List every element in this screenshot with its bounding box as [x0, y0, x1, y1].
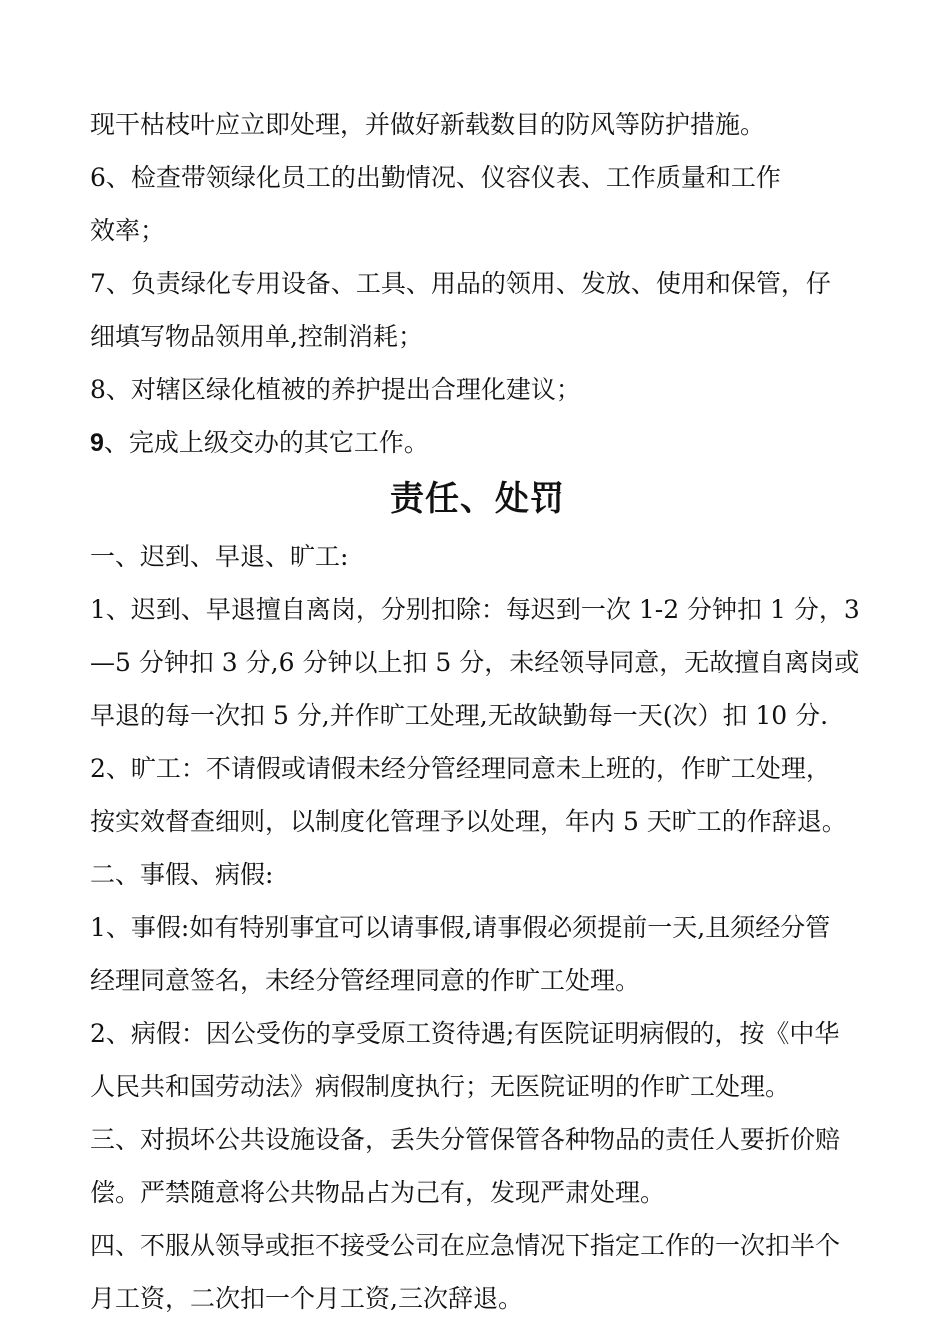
- section-2-para-2-line-1: 2、病假：因公受伤的享受原工资待遇;有医院证明病假的，按《中华: [90, 1019, 840, 1048]
- section-4-line-1: 四、不服从领导或拒不接受公司在应急情况下指定工作的一次扣半个: [90, 1231, 841, 1260]
- section-title: 责任、处罚: [390, 479, 565, 519]
- section-2-para-1-line-1: 1、事假:如有特别事宜可以请事假,请事假必须提前一天,且须经分管: [90, 913, 831, 942]
- section-1-para-1-line-3: 早退的每一次扣 5 分,并作旷工处理,无故缺勤每一天(次）扣 10 分.: [90, 701, 829, 730]
- item-9-number: 9: [90, 429, 104, 457]
- section-3-line-2: 偿。严禁随意将公共物品占为己有，发现严肃处理。: [90, 1178, 666, 1207]
- section-4-line-2: 月工资，二次扣一个月工资,三次辞退。: [90, 1284, 523, 1313]
- section-2-para-2-line-2: 人民共和国劳动法》病假制度执行；无医院证明的作旷工处理。: [90, 1072, 791, 1101]
- item-9: [90, 416, 865, 469]
- item-6-line-2: 效率；: [90, 216, 166, 245]
- text-line: 现干枯枝叶应立即处理，并做好新载数目的防风等防护措施。: [90, 110, 766, 139]
- item-7-line-1: 7、负责绿化专用设备、工具、用品的领用、发放、使用和保管，仔: [90, 269, 831, 298]
- section-1-para-1-line-2: —5 分钟扣 3 分,6 分钟以上扣 5 分，未经领导同意，无故擅自离岗或: [90, 648, 860, 677]
- section-1-heading: 一、迟到、早退、旷工:: [90, 542, 349, 571]
- item-7-line-2: 细填写物品领用单,控制消耗；: [90, 322, 423, 351]
- document-body: [90, 98, 865, 1325]
- section-1-para-1-line-1: 1、迟到、早退擅自离岗，分别扣除：每迟到一次 1-2 分钟扣 1 分，3: [90, 595, 860, 624]
- section-3-line-1: 三、对损坏公共设施设备，丢失分管保管各种物品的责任人要折价赔: [90, 1125, 841, 1154]
- item-6-line-1: 6、检查带领绿化员工的出勤情况、仪容仪表、工作质量和工作: [90, 163, 781, 192]
- section-2-para-1-line-2: 经理同意签名，未经分管经理同意的作旷工处理。: [90, 966, 641, 995]
- section-2-heading: 二、事假、病假:: [90, 860, 274, 889]
- item-8: 8、对辖区绿化植被的养护提出合理化建议；: [90, 375, 581, 404]
- section-1-para-2-line-2: 按实效督查细则，以制度化管理予以处理，年内 5 天旷工的作辞退。: [90, 807, 847, 836]
- section-1-para-2-line-1: 2、旷工：不请假或请假未经分管经理同意未上班的，作旷工处理，: [90, 754, 831, 783]
- item-9-text: 、完成上级交办的其它工作。: [103, 428, 429, 457]
